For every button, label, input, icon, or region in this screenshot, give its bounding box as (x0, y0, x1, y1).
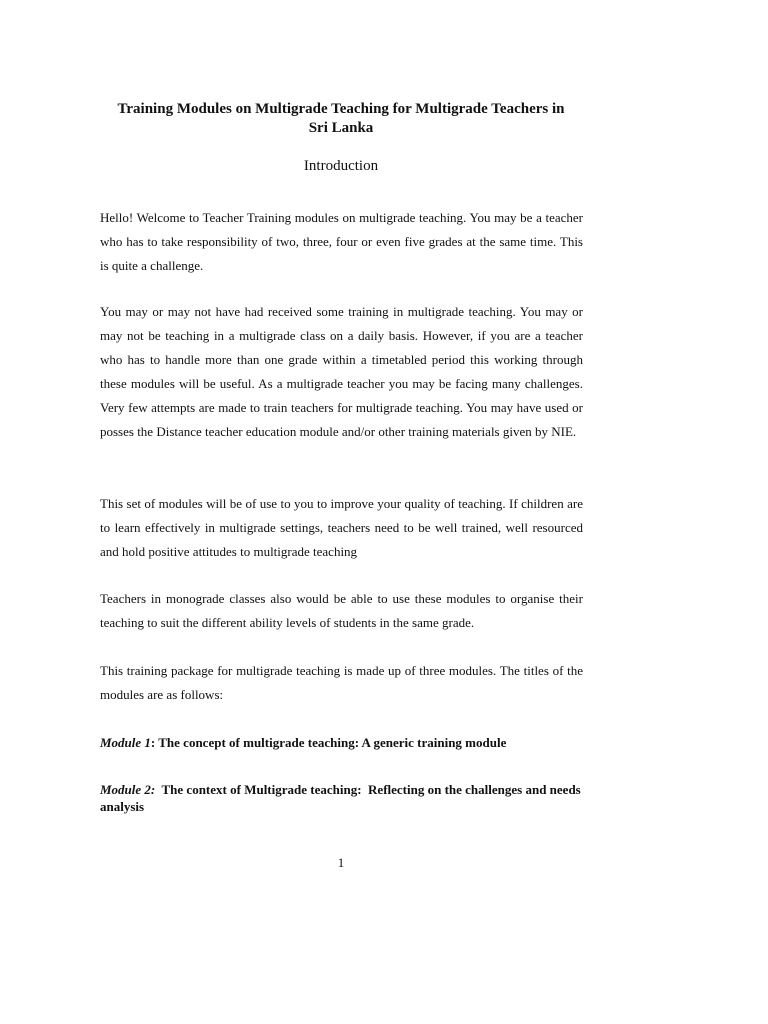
paragraph-package-intro: This training package for multigrade teaching is made up of three modules. The titles of the modules are as follows: (100, 663, 583, 702)
paragraph-welcome: Hello! Welcome to Teacher Training modules on multigrade teaching. You may be a teacher who has to take responsibility of two, three, four or even five grades at the same time. This is quite a challenge. (100, 210, 583, 273)
title-line-1: Training Modules on Multigrade Teaching for Multigrade Teachers in (117, 101, 565, 117)
module-2-label: Module 2: (100, 782, 156, 797)
paragraph-monograde: Teachers in monograde classes also would be able to use these modules to organise their teaching to suit the different ability levels of students in the same grade. (100, 591, 583, 630)
section-heading: Introduction (303, 158, 379, 174)
module-1-title: : The concept of multigrade teaching: A generic training module (150, 735, 507, 750)
page-number: 1 (337, 855, 345, 870)
paragraph-training-background: You may or may not have had received some training in multigrade teaching. You may or may not be teaching in a multigrade class on a daily basis. However, if you are a teacher who has to handle more than one grade within a timetabled period this working through these modules will be useful. As a multigrade teacher you may be facing many challenges. Very few attempts are made to train teachers for multigrade teaching. You may have used or posses the Distance teacher education module and/or other training materials given by NIE. (100, 304, 583, 439)
document-title (90, 100, 592, 138)
title-line-2: Sri Lanka (308, 120, 374, 136)
module-1-label: Module 1 (100, 735, 151, 750)
paragraph-purpose: This set of modules will be of use to you to improve your quality of teaching. If children are to learn effectively in multigrade settings, teachers need to be well trained, well resourced and hold positive attitudes to multigrade teaching (100, 496, 583, 559)
module-2-title: The context of Multigrade teaching: Reflecting on the challenges and needs analysis (100, 782, 584, 814)
module-2-item (100, 781, 583, 815)
module-1-item (100, 734, 583, 751)
